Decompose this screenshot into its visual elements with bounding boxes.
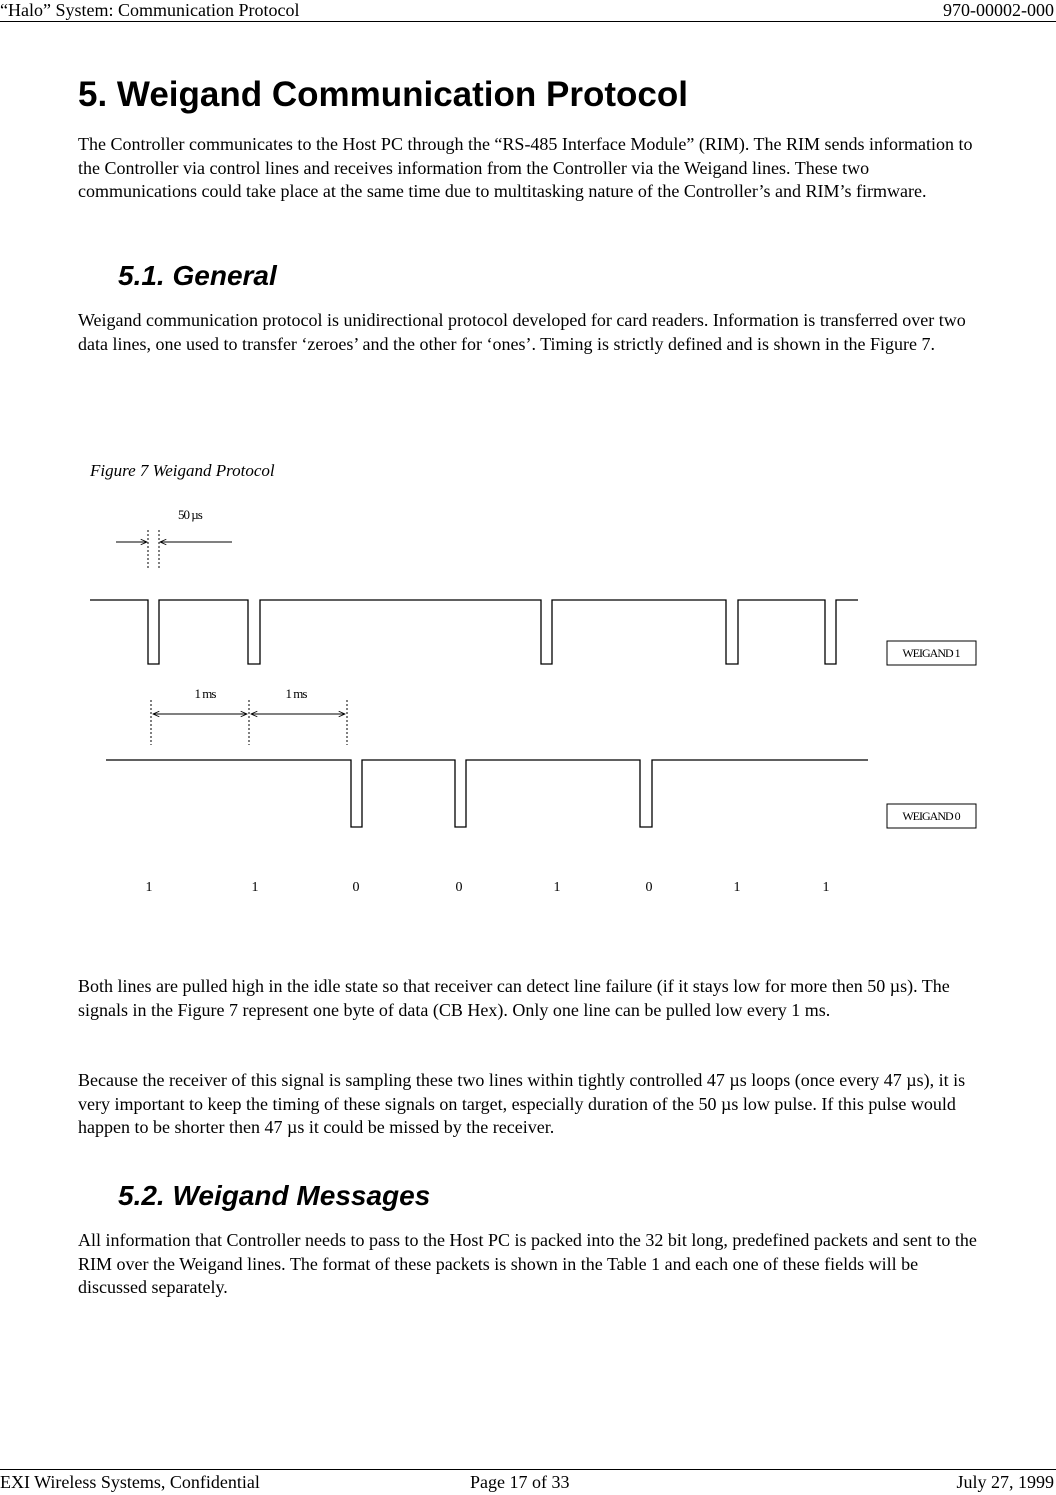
idle-state-paragraph: Both lines are pulled high in the idle state so that receiver can detect line failure (if it stays low for more then 50 µs). The signals in the Figure 7 represent one byte of data (CB Hex). Only one line can be pulled low every 1 ms. <box>78 976 950 1020</box>
header-document-title: “Halo” System: Communication Protocol <box>0 0 300 20</box>
weigand0-signal-trace <box>106 760 868 827</box>
bit-label: 0 <box>352 880 360 895</box>
header-rule <box>0 21 1056 22</box>
footer-date: July 27, 1999 <box>956 1472 1054 1492</box>
general-paragraph: Weigand communication protocol is unidirectional protocol developed for card readers. Information is transferred over two data lines, one used to transfer ‘zeroes’ and the other for ‘ones’. Timing is strictly defined and is shown in the Figure 7. <box>78 310 966 354</box>
bit-label: 1 <box>553 880 561 895</box>
bit-label: 0 <box>645 880 653 895</box>
bit-label: 0 <box>455 880 463 895</box>
footer-page-number: Page 17 of 33 <box>470 1472 570 1492</box>
messages-paragraph: All information that Controller needs to pass to the Host PC is packed into the 32 bit long, predefined packets and sent to the RIM over the Weigand lines. The format of these packets is shown in the Table 1 and each one of these fields will be discussed separately. <box>78 1230 977 1297</box>
weigand1-signal-trace <box>90 600 858 664</box>
weigand0-label: WEIGAND 0 <box>902 809 960 823</box>
bit-label: 1 <box>145 880 153 895</box>
figure-caption: Figure 7 Weigand Protocol <box>90 461 275 480</box>
bit-label: 1 <box>251 880 259 895</box>
messages-heading: 5.2. Weigand Messages <box>118 1180 431 1211</box>
section-title: 5. Weigand Communication Protocol <box>78 75 688 114</box>
footer-rule <box>0 1469 1056 1470</box>
timing-paragraph: Because the receiver of this signal is sampling these two lines within tightly controlled 47 µs loops (once every 47 µs), it is very important to keep the timing of these signals on target, especially duration of the 50 µs low pulse. If this pulse would happen to be shorter then 47 µs it could be missed by the receiver. <box>78 1070 966 1137</box>
general-heading: 5.1. General <box>118 260 277 291</box>
period-label-2: 1 ms <box>285 686 307 701</box>
intro-paragraph: The Controller communicates to the Host PC through the “RS-485 Interface Module” (RIM). The RIM sends information to the Controller via control lines and receives information from the Controller via the Weigand lines. These two communications could take place at the same time due to multitasking nature of the Controller’s and RIM’s firmware. <box>78 134 973 201</box>
bit-label: 1 <box>733 880 741 895</box>
bit-label: 1 <box>822 880 830 895</box>
weigand1-label: WEIGAND 1 <box>902 646 960 660</box>
header-document-number: 970-00002-000 <box>943 0 1054 20</box>
pulse-width-label: 50 µs <box>178 507 202 522</box>
weigand-timing-diagram <box>0 490 1056 910</box>
period-label-1: 1 ms <box>194 686 216 701</box>
footer-company: EXI Wireless Systems, Confidential <box>0 1472 260 1492</box>
